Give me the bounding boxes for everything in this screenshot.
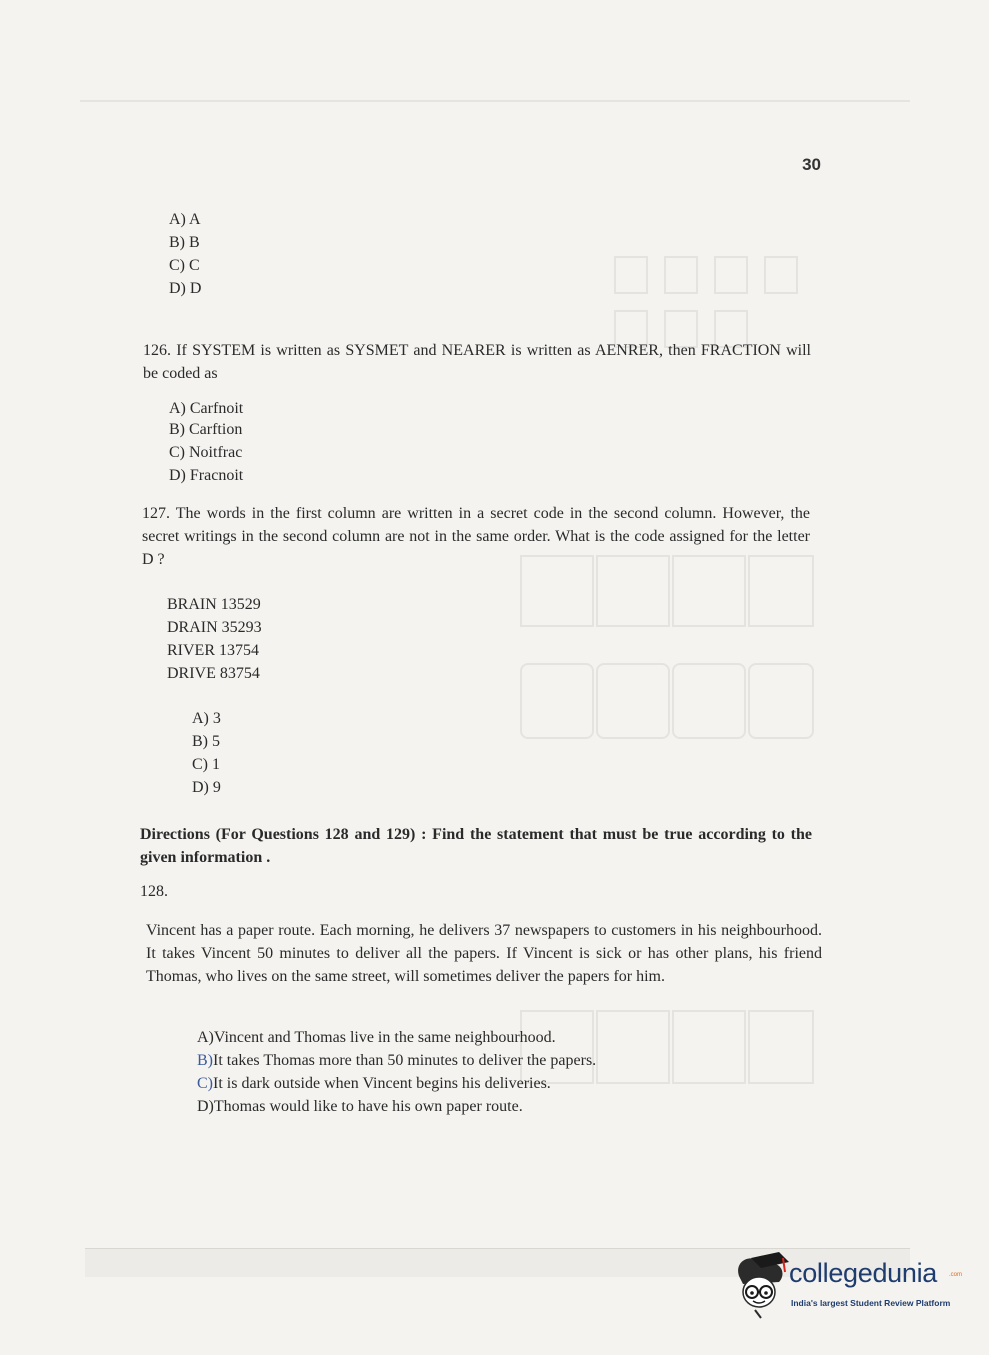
logo-suffix: .com bbox=[949, 1272, 963, 1278]
q127-code-row: RIVER 13754 bbox=[167, 642, 259, 659]
option-text: It is dark outside when Vincent begins his deliveries. bbox=[213, 1075, 551, 1092]
q125-option-b: B) B bbox=[169, 234, 200, 251]
q127-option-c: C) 1 bbox=[192, 756, 220, 773]
q126-option-c: C) Noitfrac bbox=[169, 444, 243, 461]
q126-option-b: B) Carftion bbox=[169, 421, 243, 438]
q128-option-d bbox=[197, 1097, 523, 1117]
logo-tagline: India's largest Student Review Platform bbox=[791, 1298, 951, 1308]
logo-wordmark: collegedunia bbox=[789, 1258, 938, 1288]
q127-code-row: DRAIN 35293 bbox=[167, 619, 262, 636]
q127-code-row: DRIVE 83754 bbox=[167, 665, 260, 682]
q128-option-c bbox=[197, 1074, 551, 1094]
option-text: It takes Thomas more than 50 minutes to deliver the papers. bbox=[213, 1052, 597, 1069]
option-text: Vincent and Thomas live in the same neighbourhood. bbox=[213, 1029, 556, 1046]
q126-question: 126. If SYSTEM is written as SYSMET and NEARER is written as AENRER, then FRACTION will be coded as bbox=[143, 342, 811, 382]
q127-code-row: BRAIN 13529 bbox=[167, 596, 261, 613]
option-letter: B) bbox=[197, 1052, 213, 1069]
collegedunia-logo[interactable] bbox=[733, 1250, 963, 1320]
q125-option-d: D) D bbox=[169, 280, 202, 297]
q127-option-b: B) 5 bbox=[192, 733, 220, 750]
page-number: 30 bbox=[802, 155, 821, 174]
q127-option-a: A) 3 bbox=[192, 710, 221, 727]
top-scan-rule bbox=[80, 100, 910, 102]
q128-number: 128. bbox=[140, 883, 168, 900]
q128-option-a bbox=[197, 1028, 556, 1048]
q126-option-d: D) Fracnoit bbox=[169, 467, 244, 484]
q126-option-a: A) Carfnoit bbox=[169, 400, 244, 417]
option-letter: C) bbox=[197, 1075, 213, 1092]
option-letter: D) bbox=[197, 1098, 214, 1115]
option-text: Thomas would like to have his own paper route. bbox=[213, 1098, 523, 1115]
q128-passage: Vincent has a paper route. Each morning, he delivers 37 newspapers to customers in his neighbourhood. It takes Vincent 50 minutes to deliver all the papers. If Vincent is sick or has other plans, his friend Thomas, who lives on the same street, will sometimes deliver the papers for him. bbox=[146, 922, 822, 985]
directions-text: Directions (For Questions 128 and 129) : Find the statement that must be true according to the given information . bbox=[140, 826, 812, 866]
option-letter: A) bbox=[197, 1029, 214, 1046]
q128-option-b bbox=[197, 1051, 596, 1071]
q125-option-a: A) A bbox=[169, 211, 201, 228]
q125-option-c: C) C bbox=[169, 257, 200, 274]
bleed-through-figures bbox=[600, 250, 820, 350]
q127-question: 127. The words in the first column are written in a secret code in the second column. However, the secret writings in the second column are not in the same order. What is the code assigned for the letter D ? bbox=[142, 505, 810, 568]
q127-option-d: D) 9 bbox=[192, 779, 221, 796]
mascot-icon bbox=[733, 1250, 791, 1320]
bleed-through-figures-2 bbox=[520, 555, 815, 755]
bleed-through-figures-3 bbox=[520, 1010, 815, 1090]
